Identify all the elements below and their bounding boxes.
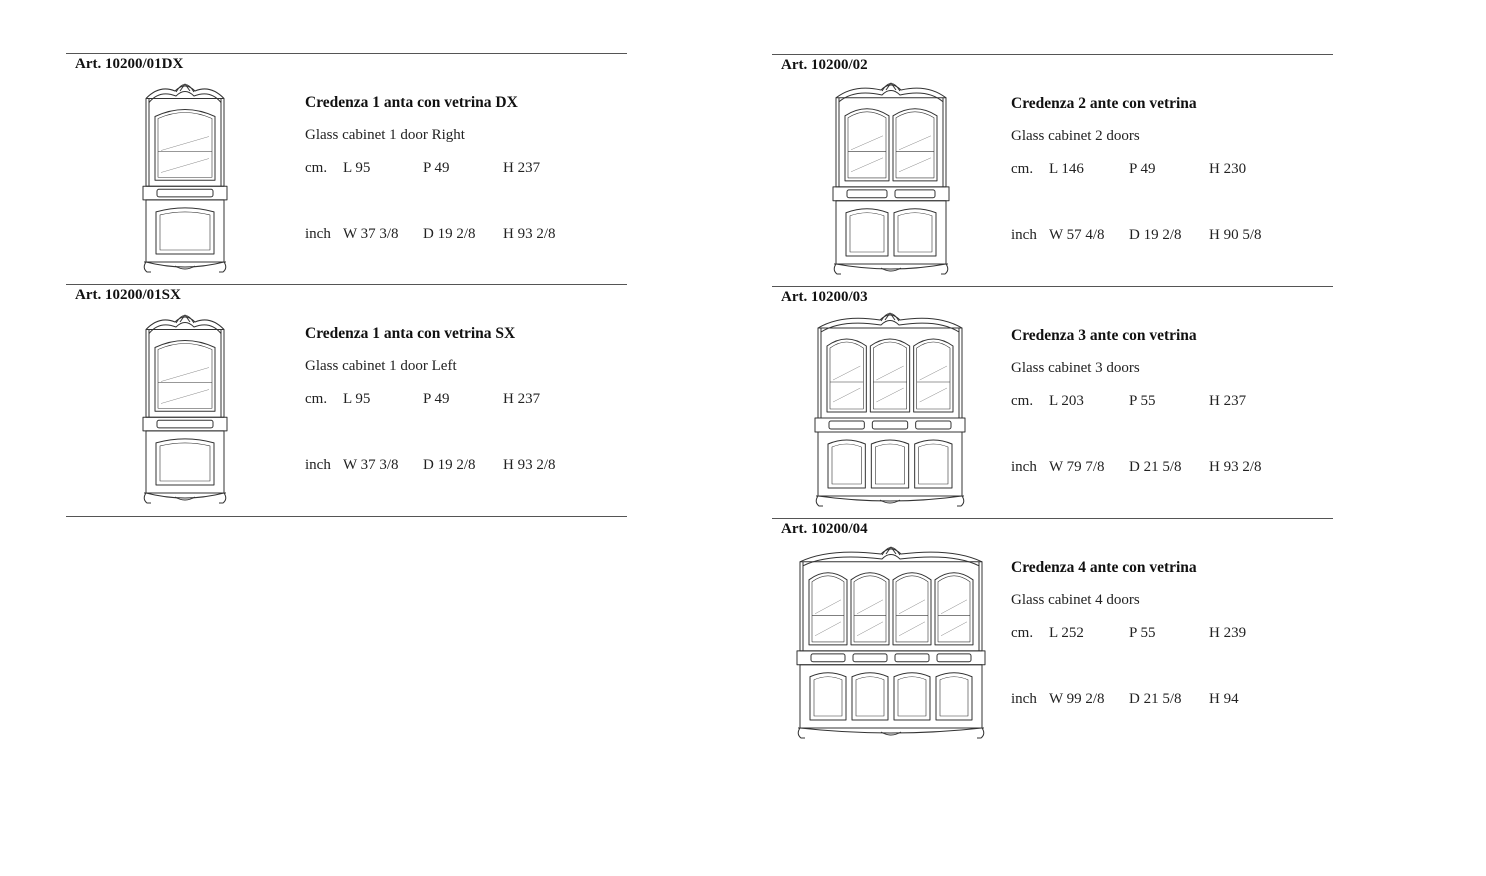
divider bbox=[772, 286, 1333, 287]
dim-height: H 237 bbox=[503, 391, 541, 407]
product-name-en: Glass cabinet 2 doors bbox=[1011, 128, 1140, 144]
dim-depth: P 55 bbox=[1129, 393, 1156, 409]
unit-label: cm. bbox=[305, 160, 328, 176]
dim-length: L 95 bbox=[343, 391, 371, 407]
dim-width: W 37 3/8 bbox=[343, 457, 399, 473]
glass-cabinet-4-doors-illustration bbox=[794, 542, 988, 740]
dim-height: H 93 2/8 bbox=[1209, 459, 1262, 475]
unit-label: cm. bbox=[1011, 393, 1034, 409]
dim-height: H 237 bbox=[503, 160, 541, 176]
product-name-it: Credenza 1 anta con vetrina SX bbox=[305, 325, 516, 342]
dim-width: W 99 2/8 bbox=[1049, 691, 1105, 707]
dim-depth: P 49 bbox=[423, 160, 450, 176]
divider bbox=[772, 518, 1333, 519]
product-name-it: Credenza 1 anta con vetrina DX bbox=[305, 94, 518, 111]
dim-length: L 146 bbox=[1049, 161, 1084, 177]
glass-cabinet-3-doors-illustration bbox=[812, 308, 968, 508]
catalog-entry bbox=[66, 53, 627, 284]
product-name-en: Glass cabinet 1 door Left bbox=[305, 358, 457, 374]
product-name-en: Glass cabinet 1 door Right bbox=[305, 127, 465, 143]
dim-depth: D 19 2/8 bbox=[423, 457, 476, 473]
unit-label: cm. bbox=[305, 391, 328, 407]
dim-height: H 237 bbox=[1209, 393, 1247, 409]
dim-depth: P 49 bbox=[1129, 161, 1156, 177]
article-code: Art. 10200/03 bbox=[781, 289, 868, 305]
glass-cabinet-1-door-left-illustration bbox=[140, 310, 230, 505]
article-code: Art. 10200/01SX bbox=[75, 287, 181, 303]
divider bbox=[772, 54, 1333, 55]
catalog-entry bbox=[772, 286, 1333, 517]
product-name-en: Glass cabinet 3 doors bbox=[1011, 360, 1140, 376]
dim-depth: D 21 5/8 bbox=[1129, 691, 1182, 707]
product-name-it: Credenza 3 ante con vetrina bbox=[1011, 327, 1197, 344]
dim-height: H 93 2/8 bbox=[503, 457, 556, 473]
dim-depth: P 55 bbox=[1129, 625, 1156, 641]
product-name-it: Credenza 4 ante con vetrina bbox=[1011, 559, 1197, 576]
unit-label: inch bbox=[1011, 459, 1037, 475]
article-code: Art. 10200/02 bbox=[781, 57, 868, 73]
dim-depth: D 19 2/8 bbox=[1129, 227, 1182, 243]
dim-length: L 203 bbox=[1049, 393, 1084, 409]
dim-depth: D 21 5/8 bbox=[1129, 459, 1182, 475]
dim-width: W 37 3/8 bbox=[343, 226, 399, 242]
dim-height: H 239 bbox=[1209, 625, 1247, 641]
unit-label: inch bbox=[305, 226, 331, 242]
dim-length: L 252 bbox=[1049, 625, 1084, 641]
article-code: Art. 10200/01DX bbox=[75, 56, 184, 72]
dim-depth: D 19 2/8 bbox=[423, 226, 476, 242]
dim-height: H 94 bbox=[1209, 691, 1239, 707]
glass-cabinet-2-doors-illustration bbox=[830, 78, 952, 276]
product-name-en: Glass cabinet 4 doors bbox=[1011, 592, 1140, 608]
dim-height: H 90 5/8 bbox=[1209, 227, 1262, 243]
unit-label: cm. bbox=[1011, 161, 1034, 177]
article-code: Art. 10200/04 bbox=[781, 521, 868, 537]
glass-cabinet-1-door-right-illustration bbox=[140, 79, 230, 274]
dim-depth: P 49 bbox=[423, 391, 450, 407]
unit-label: inch bbox=[1011, 227, 1037, 243]
divider bbox=[66, 284, 627, 285]
dim-width: W 57 4/8 bbox=[1049, 227, 1105, 243]
divider bbox=[66, 53, 627, 54]
unit-label: cm. bbox=[1011, 625, 1034, 641]
catalog-entry bbox=[66, 284, 627, 517]
divider bbox=[66, 516, 627, 517]
unit-label: inch bbox=[305, 457, 331, 473]
product-name-it: Credenza 2 ante con vetrina bbox=[1011, 95, 1197, 112]
dim-width: W 79 7/8 bbox=[1049, 459, 1105, 475]
catalog-entry bbox=[772, 518, 1333, 749]
dim-height: H 93 2/8 bbox=[503, 226, 556, 242]
unit-label: inch bbox=[1011, 691, 1037, 707]
dim-length: L 95 bbox=[343, 160, 371, 176]
catalog-entry bbox=[772, 54, 1333, 285]
dim-height: H 230 bbox=[1209, 161, 1247, 177]
